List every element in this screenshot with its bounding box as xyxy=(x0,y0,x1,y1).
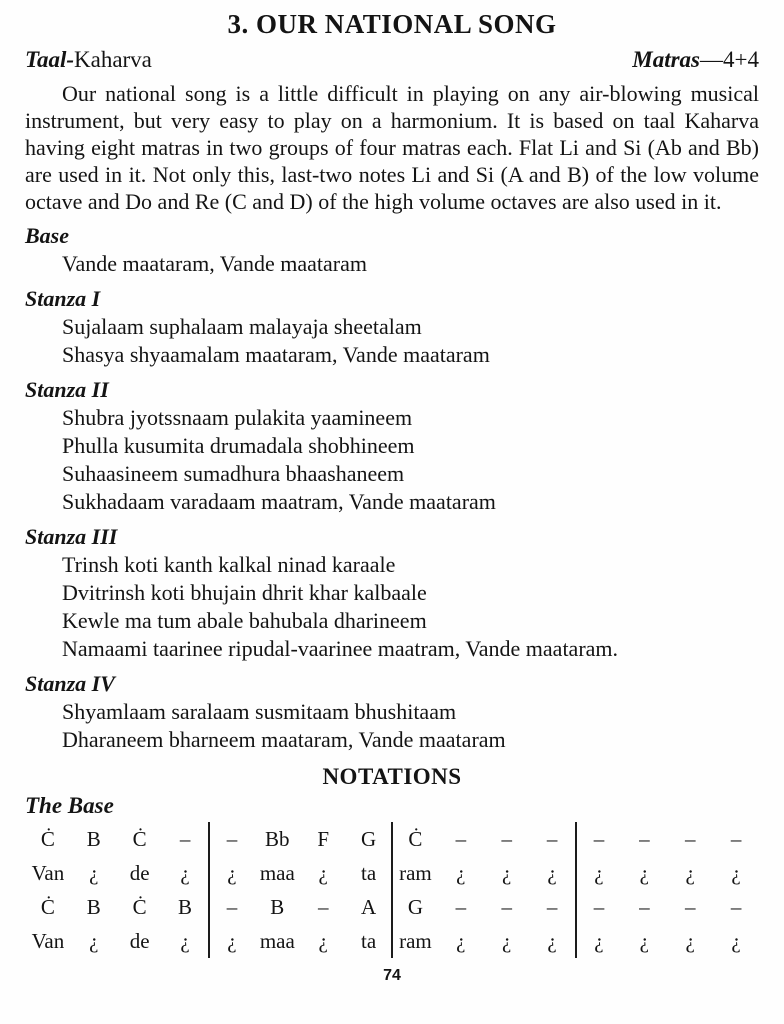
section-heading: Stanza III xyxy=(25,524,118,549)
section-heading: Stanza IV xyxy=(25,671,115,696)
note-cell: – xyxy=(639,826,650,851)
note-cell: – xyxy=(684,826,696,851)
note-cell: G xyxy=(346,822,392,856)
lyric-line: Suhaasineem sumadhura bhaashaneem xyxy=(62,461,405,486)
lyric-cell: ¿ xyxy=(530,856,576,890)
note-cell: – xyxy=(530,890,576,924)
lyric-line: Shubra jyotssnaam pulakita yaamineem xyxy=(62,405,413,430)
matras-label: Matras xyxy=(632,47,701,72)
note-cell: – xyxy=(455,826,467,851)
note-cell: – xyxy=(639,894,650,919)
note-cell: – xyxy=(501,894,512,919)
lyric-cell: ¿ xyxy=(456,928,466,953)
note-cell: – xyxy=(684,894,696,919)
note-cell: – xyxy=(593,826,605,851)
lyric-line: Phulla kusumita drumadala shobhineem xyxy=(62,433,415,458)
note-cell: – xyxy=(593,894,605,919)
lyric-cell: ¿ xyxy=(227,860,237,885)
lyric-cell: Van xyxy=(31,928,65,953)
lyric-cell: ¿ xyxy=(594,928,604,953)
note-cell: A xyxy=(346,890,392,924)
note-cell: – xyxy=(317,894,329,919)
lyric-line: Sukhadaam varadaam maatram, Vande maataram xyxy=(62,489,496,514)
note-cell: Ċ xyxy=(132,826,147,851)
lyric-cell: maa xyxy=(259,860,295,885)
note-cell: B xyxy=(270,894,285,919)
matras-value: —4+4 xyxy=(700,47,759,72)
lyric-cell: ¿ xyxy=(685,860,695,885)
lyric-cell: ¿ xyxy=(731,928,741,953)
note-cell: – xyxy=(730,894,742,919)
note-cell: F xyxy=(317,826,330,851)
page-title: 3. OUR NATIONAL SONG xyxy=(227,9,557,39)
note-cell: Bb xyxy=(265,826,290,851)
notations-subheading: The Base xyxy=(25,793,114,818)
lyric-cell: ram xyxy=(399,860,432,885)
lyric-cell: ¿ xyxy=(227,928,237,953)
meta-row xyxy=(25,46,759,74)
intro-paragraph: Our national song is a little difficult in playing on any air-blowing musical instrument, but very easy to play on a harmonium. It is based on taal Kaharva having eight matras in two groups of four matras each. Flat Li and Si (Ab and Bb) are used in it. Not only this, last-two notes Li and Si (A and B) of the low volume octave and Do and Re (C and D) of the high volume octaves are also used in it. xyxy=(25,81,759,214)
lyric-cell: ta xyxy=(346,856,392,890)
lyric-cell: ¿ xyxy=(502,928,512,953)
note-cell: G xyxy=(407,894,424,919)
lyric-cell: maa xyxy=(259,928,295,953)
note-cell: Ċ xyxy=(408,826,423,851)
lyric-line: Kewle ma tum abale bahubala dharineem xyxy=(62,608,427,633)
lyric-cell: ta xyxy=(346,924,392,958)
note-cell: – xyxy=(226,894,238,919)
note-cell: – xyxy=(501,826,512,851)
note-cell: – xyxy=(455,894,467,919)
notations-heading: NOTATIONS xyxy=(322,764,462,789)
lyric-cell: ¿ xyxy=(639,928,649,953)
note-cell: – xyxy=(530,822,576,856)
lyric-cell: ¿ xyxy=(594,860,604,885)
note-cell: B xyxy=(86,894,101,919)
lyrics-row xyxy=(25,924,759,958)
lyric-line: Dharaneem bharneem maataram, Vande maataram xyxy=(62,727,506,752)
note-cell: Ċ xyxy=(40,894,55,919)
section-heading: Stanza II xyxy=(25,377,109,402)
section-heading: Stanza I xyxy=(25,286,101,311)
section-heading: Base xyxy=(25,223,69,248)
notes-row xyxy=(25,822,759,856)
lyric-cell: ¿ xyxy=(89,860,99,885)
note-cell: – xyxy=(163,822,209,856)
lyrics-row xyxy=(25,856,759,890)
lyric-cell: Van xyxy=(31,860,65,885)
lyric-cell: ¿ xyxy=(89,928,99,953)
lyric-cell: ¿ xyxy=(318,928,328,953)
lyric-cell: ¿ xyxy=(163,856,209,890)
lyric-line: Vande maataram, Vande maataram xyxy=(62,251,368,276)
note-cell: – xyxy=(226,826,238,851)
lyric-cell: de xyxy=(129,928,150,953)
note-cell: B xyxy=(86,826,101,851)
notes-row xyxy=(25,890,759,924)
lyric-cell: ¿ xyxy=(685,928,695,953)
matras-info xyxy=(632,46,759,74)
taal-info xyxy=(25,46,152,74)
taal-label: Taal- xyxy=(25,47,74,72)
lyric-cell: de xyxy=(129,860,150,885)
notation-table xyxy=(25,822,759,958)
lyric-line: Trinsh koti kanth kalkal ninad karaale xyxy=(62,552,396,577)
lyrics-sections xyxy=(25,222,759,754)
lyric-line: Shasya shyaamalam maataram, Vande maataram xyxy=(62,342,490,367)
taal-value: Kaharva xyxy=(74,47,152,72)
note-cell: B xyxy=(163,890,209,924)
lyric-cell: ¿ xyxy=(318,860,328,885)
lyric-line: Dvitrinsh koti bhujain dhrit khar kalbaale xyxy=(62,580,427,605)
page-number: 74 xyxy=(383,967,401,984)
lyric-cell: ram xyxy=(399,928,432,953)
lyric-cell: ¿ xyxy=(456,860,466,885)
lyric-cell: ¿ xyxy=(639,860,649,885)
lyric-line: Shyamlaam saralaam susmitaam bhushitaam xyxy=(62,699,457,724)
note-cell: Ċ xyxy=(40,826,55,851)
lyric-cell: ¿ xyxy=(502,860,512,885)
lyric-line: Sujalaam suphalaam malayaja sheetalam xyxy=(62,314,422,339)
lyric-cell: ¿ xyxy=(163,924,209,958)
lyric-line: Namaami taarinee ripudal-vaarinee maatram, Vande maataram. xyxy=(62,636,619,661)
lyric-cell: ¿ xyxy=(530,924,576,958)
note-cell: Ċ xyxy=(132,894,147,919)
lyric-cell: ¿ xyxy=(731,860,741,885)
note-cell: – xyxy=(730,826,742,851)
